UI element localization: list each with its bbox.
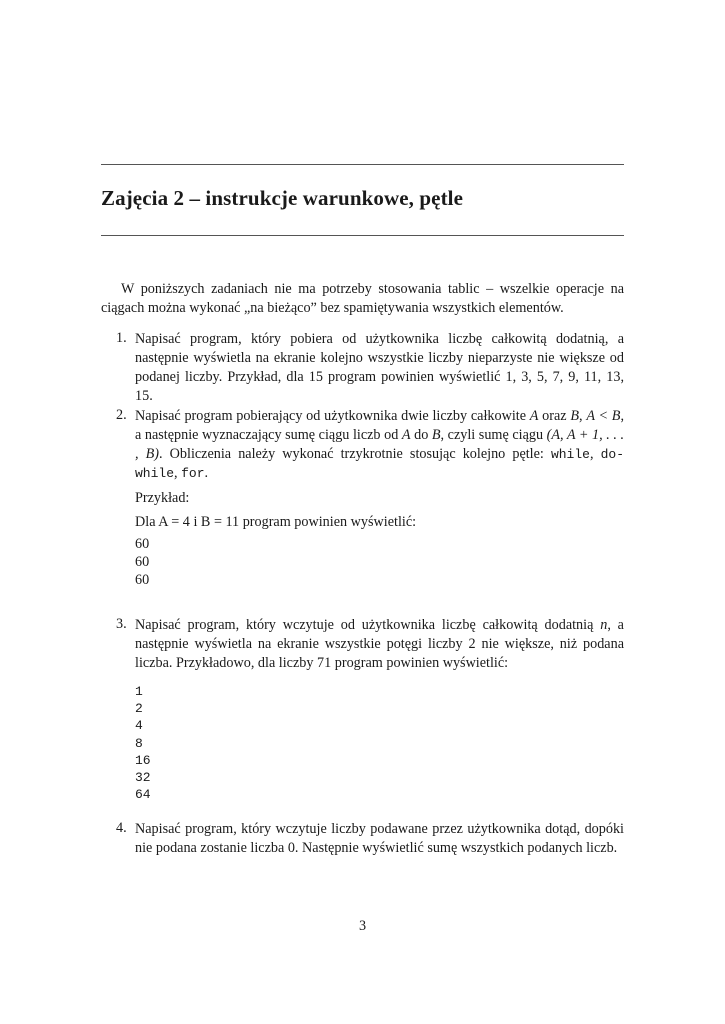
output-line: 60 <box>135 554 150 570</box>
output-line: 60 <box>135 572 150 588</box>
header-rule-bottom <box>101 235 624 236</box>
example-label: Przykład: <box>135 490 190 506</box>
intro-paragraph: W poniższych zadaniach nie ma potrzeby stosowania tablic – wszelkie operacje na ciągach można wykonać „na bieżąco” bez spamiętywania wszystkich elementów. <box>101 281 624 316</box>
code-for: for <box>181 466 205 481</box>
task-number: 4. <box>116 820 127 836</box>
header-rule-top <box>101 164 624 165</box>
example-text: Dla A = 4 i B = 11 program powinien wyświetlić: <box>135 514 417 530</box>
page-number: 3 <box>358 918 367 934</box>
example-output <box>135 535 149 589</box>
task-number: 3. <box>116 616 127 632</box>
task-number: 2. <box>116 407 127 423</box>
task-2-text: Napisać program pobierający od użytkownika dwie liczby całkowite A oraz B, A < B, a następnie wyznaczający sumę ciągu liczb od A do B, czyli sumę ciągu (A, A + 1, . . . , B). Obliczenia należy wykonać trzykrotnie stosując kolejno pętle: while, do-while, for. <box>135 408 625 481</box>
task-4-text: Napisać program, który wczytuje liczby podawane przez użytkownika dotąd, dopóki nie podana zostanie liczba 0. Następnie wyświetlić sumę wszystkich podanych liczb. <box>135 821 624 856</box>
code-do-while: do-while <box>135 447 625 481</box>
task-1-text: Napisać program, który pobiera od użytkownika liczbę całkowitą dodatnią, a następnie wyświetla na ekranie kolejno wszystkie liczby nieparzyste nie większe od podanej liczby. Przykład, dla 15 program powinien wyświetlić 1, 3, 5, 7, 9, 11, 13, 15. <box>135 331 624 404</box>
code-while: while <box>550 447 590 462</box>
output-line: 4 <box>135 718 143 734</box>
task-3-text: Napisać program, który wczytuje od użytkownika liczbę całkowitą dodatnią n, a następnie wyświetla na ekranie wszystkie potęgi liczby 2 nie większe, niż podana liczba. Przykładowo, dla liczby 71 program powinien wyświetlić: <box>135 617 624 671</box>
output-line: 8 <box>135 735 143 751</box>
example-output <box>135 683 151 803</box>
output-line: 32 <box>135 770 151 786</box>
page-title: Zajęcia 2 – instrukcje warunkowe, pętle <box>101 186 464 210</box>
output-line: 16 <box>135 752 151 768</box>
output-line: 64 <box>135 787 151 803</box>
output-line: 2 <box>135 701 143 717</box>
task-number: 1. <box>116 330 127 346</box>
output-line: 60 <box>135 536 150 552</box>
output-line: 1 <box>135 684 143 699</box>
